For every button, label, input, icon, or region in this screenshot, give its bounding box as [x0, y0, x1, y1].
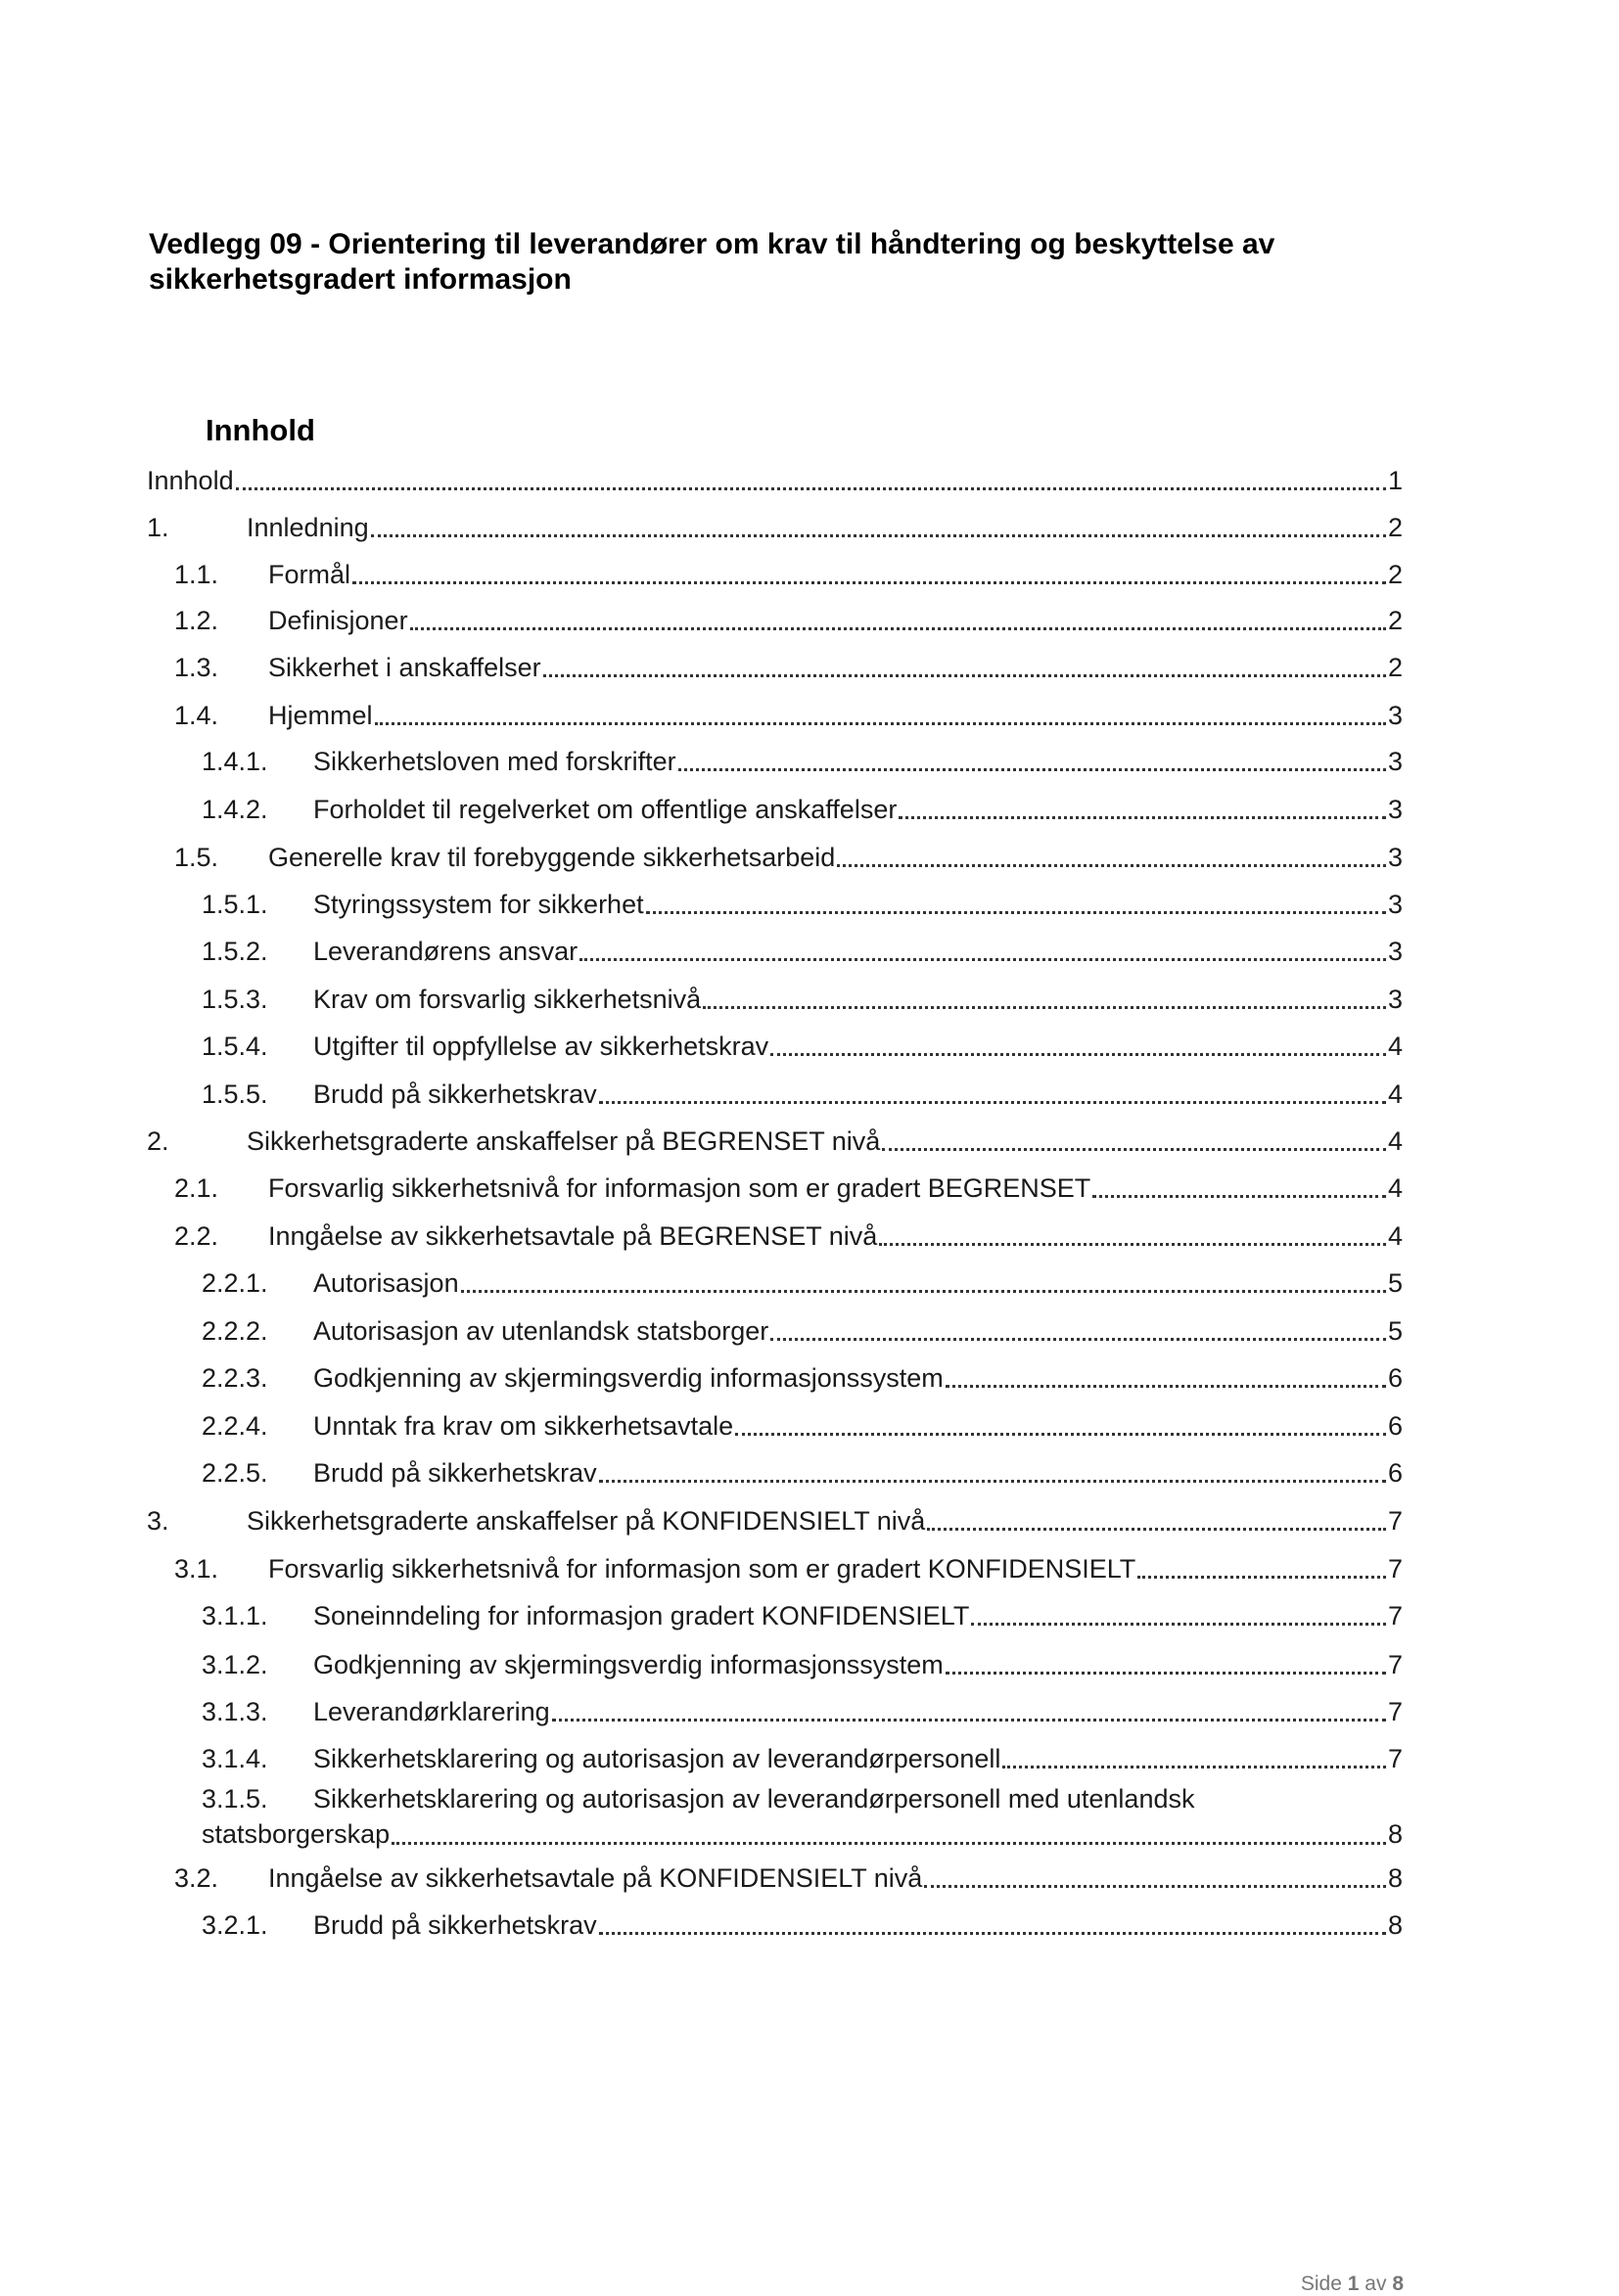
toc-entry[interactable] — [202, 888, 1403, 921]
toc-entry-page-number: 4 — [1387, 1079, 1403, 1109]
toc-entry-page-number: 2 — [1387, 653, 1403, 682]
dot-leader — [1137, 1576, 1386, 1579]
toc-entry-page-number: 5 — [1387, 1316, 1403, 1346]
page-footer — [1301, 2273, 1404, 2296]
toc-entry-text: Inngåelse av sikkerhetsavtale på BEGRENSET nivå — [268, 1221, 878, 1251]
toc-entry[interactable] — [174, 1219, 1403, 1253]
toc-entry[interactable] — [202, 1078, 1403, 1111]
dot-leader — [946, 1385, 1386, 1388]
toc-entry-number: 2.1. — [174, 1173, 219, 1203]
toc-entry-text: Hjemmel — [268, 701, 373, 730]
toc-entry-page-number: 4 — [1387, 1032, 1403, 1061]
dot-leader — [1092, 1195, 1386, 1198]
toc-entry-text: Brudd på sikkerhetskrav — [313, 1458, 597, 1488]
dot-leader — [599, 1932, 1386, 1935]
toc-entry-page-number: 3 — [1387, 795, 1403, 824]
toc-entry-page-number: 8 — [1387, 1819, 1403, 1849]
toc-entry-number: 1.5.1. — [202, 890, 268, 919]
toc-entry-number: 3.1.2. — [202, 1650, 268, 1679]
toc-entry-page-number: 7 — [1387, 1697, 1403, 1726]
toc-entry-page-number: 3 — [1387, 985, 1403, 1014]
dot-leader — [1002, 1766, 1386, 1768]
toc-entry[interactable] — [202, 1599, 1403, 1632]
toc-entry-page-number: 2 — [1387, 513, 1403, 542]
toc-entry-page-number: 3 — [1387, 937, 1403, 966]
toc-entry[interactable] — [174, 651, 1403, 684]
toc-entry-text: Godkjenning av skjermingsverdig informasjonssystem — [313, 1363, 944, 1393]
dot-leader — [599, 1480, 1386, 1483]
dot-leader — [543, 674, 1386, 677]
toc-entry[interactable] — [147, 1504, 1403, 1538]
toc-entry-text: Autorisasjon av utenlandsk statsborger — [313, 1316, 769, 1346]
toc-entry-page-number: 4 — [1387, 1221, 1403, 1251]
toc-entry-number: 1.4. — [174, 701, 219, 730]
toc-entry[interactable] — [202, 983, 1403, 1016]
toc-entry-text: Utgifter til oppfyllelse av sikkerhetskrav — [313, 1032, 769, 1061]
dot-leader — [703, 1006, 1386, 1009]
toc-entry[interactable] — [202, 1361, 1403, 1395]
toc-entry-page-number: 5 — [1387, 1268, 1403, 1298]
toc-entry-number: 2.2. — [174, 1221, 219, 1251]
toc-entry-page-number: 6 — [1387, 1411, 1403, 1441]
toc-entry-page-number: 3 — [1387, 701, 1403, 730]
toc-entry[interactable] — [202, 1456, 1403, 1490]
footer-total-pages: 8 — [1392, 2273, 1404, 2295]
document-title: Vedlegg 09 - Orientering til leverandører om krav til håndtering og beskyttelse av sikkerhetsgradert informasjon — [149, 228, 1275, 296]
dot-leader — [924, 1885, 1386, 1888]
toc-entry-page-number: 4 — [1387, 1126, 1403, 1156]
toc-entry-text: Definisjoner — [268, 606, 408, 635]
toc-entry-text: Sikkerhetsklarering og autorisasjon av leverandørpersonell med utenlandsk — [313, 1784, 1195, 1814]
toc-entry-page-number: 8 — [1387, 1910, 1403, 1940]
dot-leader — [599, 1101, 1386, 1104]
toc-entry-text: Formål — [268, 560, 351, 589]
dot-leader — [236, 487, 1386, 490]
toc-entry-number: 3.1.4. — [202, 1744, 268, 1773]
toc-entry-number: 1.4.2. — [202, 795, 268, 824]
toc-entry-page-number: 4 — [1387, 1173, 1403, 1203]
toc-entry-text: Forholdet til regelverket om offentlige anskaffelser — [313, 795, 898, 824]
dot-leader — [899, 816, 1386, 819]
toc-entry[interactable] — [174, 558, 1403, 591]
toc-entry-page-number: 7 — [1387, 1650, 1403, 1679]
dot-leader — [392, 1842, 1386, 1845]
toc-entry-text: Krav om forsvarlig sikkerhetsnivå — [313, 985, 702, 1014]
footer-prefix: Side — [1300, 2273, 1342, 2295]
footer-separator: av — [1365, 2273, 1387, 2295]
toc-entry-number: 3.1. — [174, 1554, 219, 1584]
toc-entry-number: 1.5.2. — [202, 937, 268, 966]
toc-entry-text: Unntak fra krav om sikkerhetsavtale — [313, 1411, 734, 1441]
toc-entry-page-number: 2 — [1387, 606, 1403, 635]
toc-entry-page-number: 3 — [1387, 843, 1403, 872]
dot-leader — [410, 627, 1386, 630]
toc-entry-number: 2.2.1. — [202, 1268, 268, 1298]
dot-leader — [371, 534, 1386, 537]
dot-leader — [946, 1672, 1386, 1675]
toc-entry[interactable] — [202, 1266, 1403, 1300]
dot-leader — [678, 768, 1386, 771]
toc-entry-page-number: 3 — [1387, 747, 1403, 776]
toc-entry-text: Sikkerhetsgraderte anskaffelser på BEGRENSET nivå — [247, 1126, 881, 1156]
toc-entry-text: Soneinndeling for informasjon gradert KONFIDENSIELT — [313, 1601, 970, 1630]
dot-leader — [552, 1719, 1386, 1722]
toc-entry-number: 2.2.4. — [202, 1411, 268, 1441]
toc-entry-text: Sikkerhetsloven med forskrifter — [313, 747, 676, 776]
toc-entry[interactable] — [174, 604, 1403, 637]
toc-entry-number: 3. — [147, 1506, 169, 1536]
toc-entry-number: 1. — [147, 513, 169, 542]
dot-leader — [770, 1338, 1386, 1341]
toc-entry-number: 1.5.3. — [202, 985, 268, 1014]
footer-current-page: 1 — [1347, 2273, 1360, 2295]
toc-entry-number: 2.2.2. — [202, 1316, 268, 1346]
toc-entry-text-continued: statsborgerskap — [202, 1819, 391, 1849]
toc-entry[interactable] — [147, 464, 1403, 497]
dot-leader — [927, 1528, 1386, 1531]
toc-entry-number: 3.2.1. — [202, 1910, 268, 1940]
toc-entry-number: 2.2.5. — [202, 1458, 268, 1488]
toc-entry[interactable] — [174, 1861, 1403, 1895]
toc-entry[interactable] — [202, 1648, 1403, 1681]
dot-leader — [646, 911, 1386, 914]
dot-leader — [375, 722, 1386, 725]
toc-entry-text: Styringssystem for sikkerhet — [313, 890, 644, 919]
toc-entry-page-number: 7 — [1387, 1506, 1403, 1536]
toc-entry[interactable] — [147, 511, 1403, 544]
toc-heading: Innhold — [206, 413, 315, 447]
toc-entry[interactable] — [202, 1030, 1403, 1063]
toc-entry-number: 1.2. — [174, 606, 219, 635]
dot-leader — [879, 1243, 1386, 1246]
toc-entry-text: Forsvarlig sikkerhetsnivå for informasjon som er gradert BEGRENSET — [268, 1173, 1091, 1203]
toc-entry[interactable] — [202, 1409, 1403, 1443]
toc-entry-number: 1.1. — [174, 560, 219, 589]
toc-entry-number: 1.3. — [174, 653, 219, 682]
toc-entry-text: Sikkerhetsklarering og autorisasjon av leverandørpersonell — [313, 1744, 1001, 1773]
toc-entry-text: Sikkerhet i anskaffelser — [268, 653, 541, 682]
toc-entry[interactable] — [147, 1125, 1403, 1158]
toc-entry-text: Inngåelse av sikkerhetsavtale på KONFIDENSIELT nivå — [268, 1863, 923, 1893]
dot-leader — [461, 1290, 1386, 1293]
toc-entry-page-number: 6 — [1387, 1458, 1403, 1488]
toc-entry[interactable] — [202, 745, 1403, 778]
toc-entry-page-number: 3 — [1387, 890, 1403, 919]
toc-entry-text: Innhold — [147, 466, 234, 495]
toc-entry[interactable] — [202, 793, 1403, 826]
toc-entry-text: Generelle krav til forebyggende sikkerhetsarbeid — [268, 843, 836, 872]
toc-entry[interactable] — [202, 1695, 1403, 1728]
toc-entry-number: 3.2. — [174, 1863, 219, 1893]
toc-entry-text: Brudd på sikkerhetskrav — [313, 1910, 597, 1940]
toc-entry-text: Forsvarlig sikkerhetsnivå for informasjon som er gradert KONFIDENSIELT — [268, 1554, 1136, 1584]
toc-entry-text: Leverandørens ansvar — [313, 937, 578, 966]
toc-entry-text: Brudd på sikkerhetskrav — [313, 1079, 597, 1109]
toc-entry[interactable] — [174, 841, 1403, 874]
toc-entry-page-number: 8 — [1387, 1863, 1403, 1893]
toc-entry[interactable] — [202, 935, 1403, 968]
toc-entry-page-number: 7 — [1387, 1744, 1403, 1773]
toc-entry[interactable] — [202, 1742, 1403, 1775]
toc-entry[interactable] — [202, 1314, 1403, 1348]
dot-leader — [735, 1433, 1386, 1436]
toc-entry-text: Sikkerhetsgraderte anskaffelser på KONFIDENSIELT nivå — [247, 1506, 926, 1536]
toc-entry-number: 1.5.4. — [202, 1032, 268, 1061]
toc-entry-number: 3.1.5. — [202, 1784, 268, 1814]
toc-entry-text: Innledning — [247, 513, 369, 542]
toc-entry[interactable] — [174, 1552, 1403, 1585]
toc-entry-page-number: 1 — [1387, 466, 1403, 495]
toc-entry-page-number: 2 — [1387, 560, 1403, 589]
dot-leader — [882, 1148, 1386, 1151]
dot-leader — [352, 581, 1386, 584]
toc-entry[interactable] — [174, 1171, 1403, 1205]
toc-entry-text: Autorisasjon — [313, 1268, 459, 1298]
toc-entry-number: 3.1.1. — [202, 1601, 268, 1630]
toc-entry-number: 3.1.3. — [202, 1697, 268, 1726]
toc-entry-number: 1.4.1. — [202, 747, 268, 776]
toc-entry[interactable] — [174, 699, 1403, 732]
toc-entry-page-number: 6 — [1387, 1363, 1403, 1393]
toc-entry-text: Godkjenning av skjermingsverdig informasjonssystem — [313, 1650, 944, 1679]
toc-entry-number: 2. — [147, 1126, 169, 1156]
dot-leader — [971, 1623, 1386, 1626]
toc-entry-number: 1.5. — [174, 843, 219, 872]
toc-entry-number: 2.2.3. — [202, 1363, 268, 1393]
toc-entry-page-number: 7 — [1387, 1554, 1403, 1584]
dot-leader — [579, 958, 1386, 961]
toc-entry-page-number: 7 — [1387, 1601, 1403, 1630]
dot-leader — [770, 1053, 1386, 1056]
toc-entry[interactable] — [202, 1908, 1403, 1942]
toc-entry[interactable] — [202, 1781, 1403, 1852]
toc-entry-text: Leverandørklarering — [313, 1697, 550, 1726]
toc-entry-number: 1.5.5. — [202, 1079, 268, 1109]
dot-leader — [837, 864, 1386, 867]
